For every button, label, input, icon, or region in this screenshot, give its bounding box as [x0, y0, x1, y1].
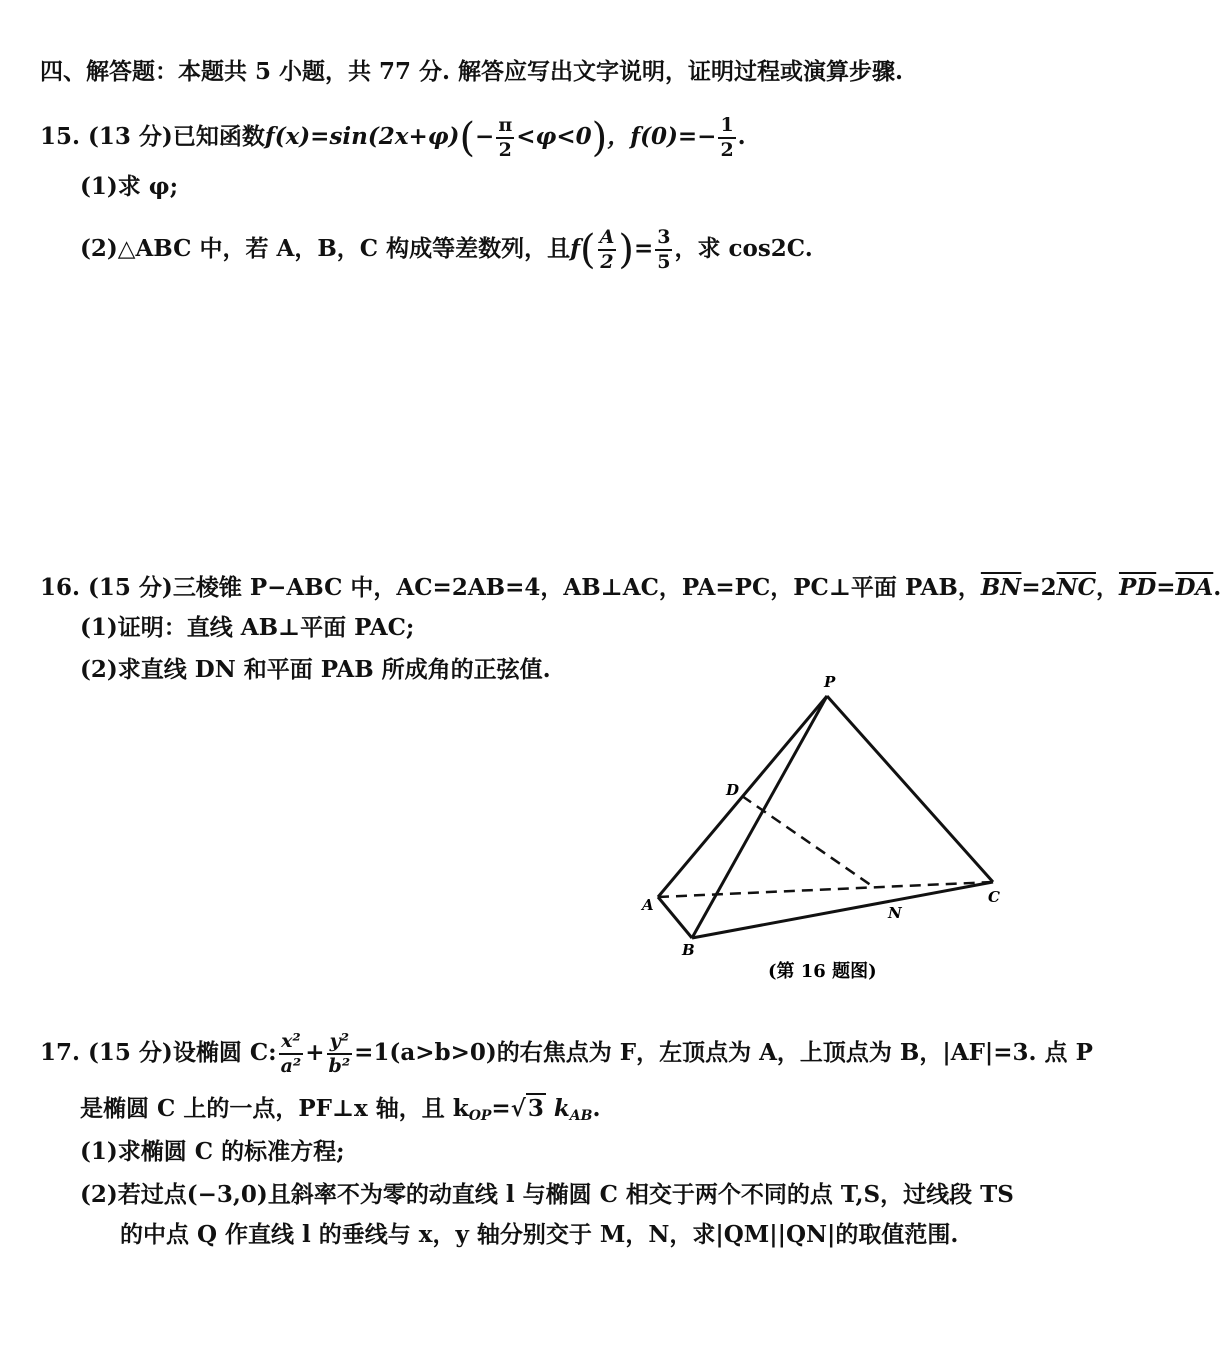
q15-part2-lparen: ( — [580, 227, 596, 273]
q15-part2-text: (2)△ABC 中，若 A，B，C 构成等差数列，且 — [80, 235, 571, 262]
q15-f0: ，f(0)=− — [607, 123, 717, 150]
q15-part2-end: ，求 cos2C. — [674, 235, 813, 262]
q16-eq1: =2 — [1021, 574, 1057, 601]
q15-pi-over-2: $\frac{\pi}{2}$ — [498, 114, 513, 161]
q17-sqrt3: 3 — [527, 1095, 544, 1122]
q16-stem-text: 三棱锥 P−ABC 中，AC=2AB=4，AB⊥AC，PA=PC，PC⊥平面 PAB， — [172, 574, 981, 601]
q17-line2-eq: = — [491, 1095, 511, 1122]
pyramid-figure — [630, 665, 1030, 985]
q16-dot: . — [1213, 574, 1221, 601]
q16-vec-nc: $\overline{NC}$ — [1056, 574, 1096, 601]
q17-stem-rest: =1(a>b>0)的右焦点为 F，左顶点为 A，上顶点为 B，|AF|=3. 点 P — [354, 1039, 1093, 1066]
q15-function: f(x)=sin(2x+φ) — [264, 123, 460, 150]
edge-bc — [692, 882, 993, 938]
edge-pc — [827, 696, 993, 882]
q17-line2-k: k — [545, 1095, 570, 1122]
q17-sub-op: OP — [468, 1108, 492, 1124]
q17-y2-over-b2: $\frac{\text{y²}}{\text{b²}}$ — [328, 1030, 351, 1077]
label-p: P — [824, 673, 836, 691]
q17-plus: + — [305, 1039, 325, 1066]
q16-part2: (2)求直线 DN 和平面 PAB 所成角的正弦值. — [80, 656, 551, 683]
q15-three-fifths: $\frac{3}{5}$ — [657, 226, 671, 273]
segment-dn-dashed — [742, 796, 875, 888]
q15-one-half: $\frac{1}{2}$ — [720, 114, 734, 161]
edge-ac-dashed — [658, 882, 993, 897]
q15-right-paren: ) — [591, 115, 608, 161]
edge-ab — [658, 897, 692, 938]
q16-eq2: = — [1156, 574, 1176, 601]
figure-caption: (第 16 题图) — [768, 961, 877, 982]
q17-sub-ab: AB — [569, 1108, 593, 1124]
section-header: 四、解答题：本题共 5 小题，共 77 分. 解答应写出文字说明，证明过程或演算步骤. — [40, 58, 904, 85]
label-b: B — [682, 941, 695, 959]
label-n: N — [888, 904, 902, 922]
q15-score: (13 分) — [88, 123, 173, 150]
q15-part2 — [80, 228, 813, 272]
label-d: D — [726, 781, 740, 799]
q15-end: . — [737, 123, 746, 150]
q17-lead: 设椭圆 C: — [172, 1039, 277, 1066]
q16-comma: ， — [1095, 574, 1119, 601]
q16-part1: (1)证明：直线 AB⊥平面 PAC; — [80, 614, 415, 641]
q15-left-paren: ( — [459, 115, 476, 161]
q15-part2-rparen: ) — [618, 227, 634, 273]
q15-part2-f: f — [570, 235, 580, 262]
q15-phi-range: <φ<0 — [516, 123, 592, 150]
q17-line2: 是椭圆 C 上的一点，PF⊥x 轴，且 $k_{OP}=√3$ $k_{AB}$. — [80, 1095, 601, 1124]
q15-a-over-2: $\frac{A}{2}$ — [599, 226, 615, 273]
q17-line2-text: 是椭圆 C 上的一点，PF⊥x 轴，且 k — [80, 1095, 469, 1122]
q15-stem — [40, 116, 746, 160]
q15-part2-eq: = — [633, 235, 654, 262]
q16-score: (15 分) — [88, 574, 173, 601]
q17-stem — [40, 1032, 1093, 1076]
q16-stem — [40, 573, 1221, 603]
q17-number: 17. — [40, 1039, 81, 1066]
q15-part1: (1)求 φ; — [80, 173, 179, 200]
q17-line2-end: . — [592, 1095, 601, 1122]
q17-part1: (1)求椭圆 C 的标准方程; — [80, 1138, 345, 1165]
q16-vec-da: $\overline{DA}$ — [1175, 574, 1214, 601]
label-c: C — [988, 888, 1000, 906]
q15-minus: − — [475, 123, 495, 150]
q17-x2-over-a2: $\frac{\text{x²}}{\text{a²}}$ — [280, 1030, 302, 1077]
q16-vec-pd: $\overline{PD}$ — [1118, 574, 1157, 601]
q17-score: (15 分) — [88, 1039, 173, 1066]
q17-part2-line1: (2)若过点(−3,0)且斜率不为零的动直线 l 与椭圆 C 相交于两个不同的点 T,S，过线段 TS — [80, 1181, 1014, 1208]
label-a: A — [642, 896, 654, 914]
q16-vec-bn: $\overline{BN}$ — [980, 574, 1022, 601]
q15-lead: 已知函数 — [172, 123, 265, 150]
edge-pb — [692, 696, 827, 938]
q16-number: 16. — [40, 574, 81, 601]
q17-part2-line2: 的中点 Q 作直线 l 的垂线与 x，y 轴分别交于 M，N，求|QM||QN|的取值范围. — [120, 1221, 959, 1248]
q15-number: 15. — [40, 123, 81, 150]
